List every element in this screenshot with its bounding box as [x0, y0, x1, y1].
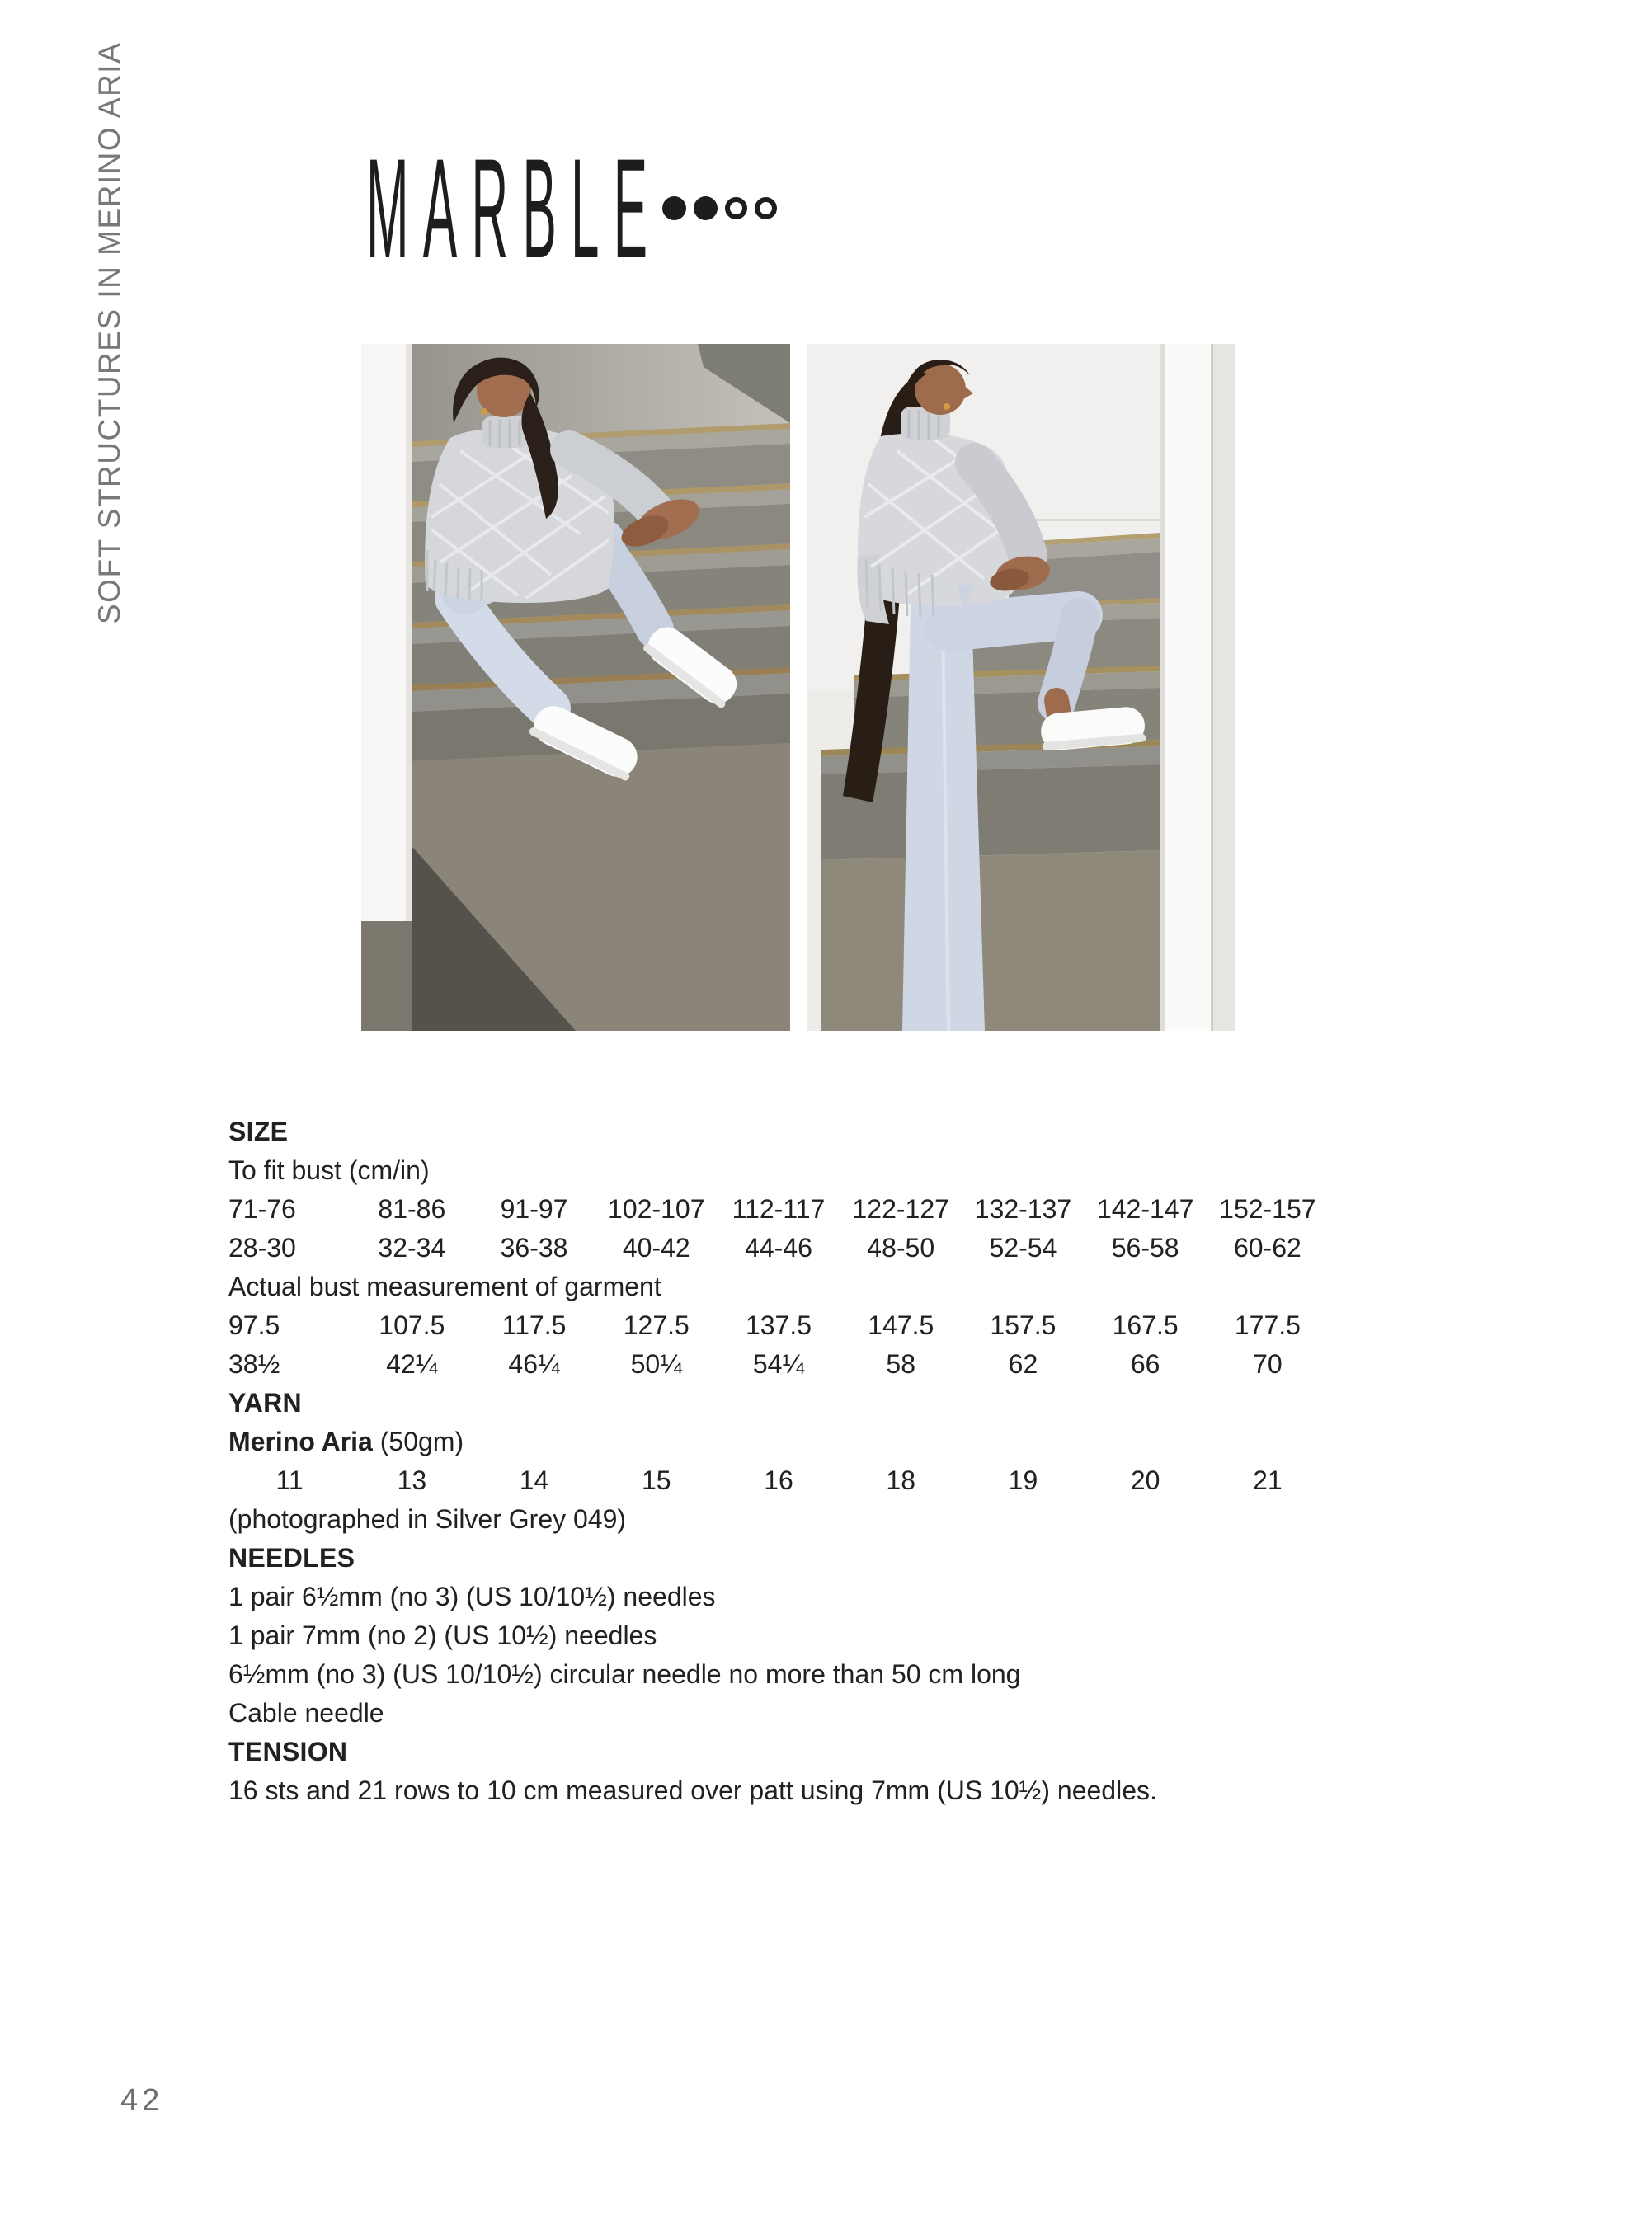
- size-value: 122-127: [852, 1194, 949, 1224]
- yarn-shade-note: (photographed in Silver Grey 049): [228, 1504, 627, 1534]
- size-value: 71-76: [228, 1194, 296, 1224]
- earring: [944, 403, 950, 410]
- wall-pillar: [1160, 344, 1235, 1031]
- size-value: 127.5: [623, 1310, 690, 1340]
- tension-text: 16 sts and 21 rows to 10 cm measured over patt using 7mm (US 10½) needles.: [228, 1776, 1157, 1805]
- yarn-name: Merino Aria: [228, 1427, 373, 1456]
- size-value: 60-62: [1233, 1233, 1301, 1263]
- size-value: 147.5: [868, 1310, 934, 1340]
- size-value: 56-58: [1111, 1233, 1179, 1263]
- yarn-put-up: (50gm): [372, 1427, 464, 1456]
- pattern-info: [228, 1112, 1329, 1810]
- size-value: 157.5: [990, 1310, 1057, 1340]
- size-row-fit-cm: [228, 1190, 1329, 1229]
- size-value: 46¼: [508, 1349, 560, 1379]
- size-value: 36-38: [500, 1233, 568, 1263]
- size-value: 97.5: [228, 1310, 280, 1340]
- size-value: 66: [1130, 1349, 1160, 1379]
- size-value: 38½: [228, 1349, 280, 1379]
- size-value: 44-46: [745, 1233, 812, 1263]
- difficulty-dot-filled-icon: [662, 196, 686, 220]
- white-wall: [361, 344, 412, 1031]
- size-value: 117.5: [501, 1310, 567, 1340]
- yarn-quantity: 15: [641, 1465, 671, 1495]
- yarn-quantity: 21: [1253, 1465, 1283, 1495]
- difficulty-dot-empty-icon: [725, 197, 747, 219]
- size-value: 107.5: [379, 1310, 445, 1340]
- needle-line: 1 pair 6½mm (no 3) (US 10/10½) needles: [228, 1582, 716, 1611]
- size-value: 152-157: [1219, 1194, 1316, 1224]
- size-value: 81-86: [378, 1194, 446, 1224]
- size-value: 28-30: [228, 1233, 296, 1263]
- size-value: 112-117: [732, 1194, 826, 1224]
- size-value: 52-54: [989, 1233, 1057, 1263]
- size-value: 167.5: [1112, 1310, 1179, 1340]
- yarn-heading: YARN: [228, 1388, 302, 1418]
- size-heading: SIZE: [228, 1117, 289, 1146]
- yarn-quantity-row: [228, 1461, 1329, 1500]
- size-value: 70: [1253, 1349, 1283, 1379]
- photo-right-illustration: [807, 344, 1235, 1031]
- size-value: 102-107: [608, 1194, 705, 1224]
- tension-heading: TENSION: [228, 1737, 348, 1766]
- size-row-actual-cm: [228, 1306, 1329, 1345]
- size-value: 42¼: [386, 1349, 438, 1379]
- size-row-fit-in: [228, 1229, 1329, 1268]
- photo-model-standing: [807, 344, 1235, 1031]
- needles-heading: NEEDLES: [228, 1543, 355, 1573]
- size-value: 142-147: [1096, 1194, 1194, 1224]
- size-value: 132-137: [974, 1194, 1072, 1224]
- difficulty-rating: [662, 196, 777, 220]
- earring: [481, 408, 487, 415]
- size-value: 48-50: [867, 1233, 935, 1263]
- size-value: 32-34: [378, 1233, 446, 1263]
- yarn-name-line: [228, 1423, 1329, 1461]
- size-value: 54¼: [752, 1349, 805, 1379]
- needle-line: 6½mm (no 3) (US 10/10½) circular needle no more than 50 cm long: [228, 1659, 1021, 1689]
- size-value: 40-42: [622, 1233, 690, 1263]
- needle-line: 1 pair 7mm (no 2) (US 10½) needles: [228, 1620, 657, 1650]
- fit-bust-label: To fit bust (cm/in): [228, 1155, 430, 1185]
- size-value: 137.5: [745, 1310, 812, 1340]
- photo-model-seated: [361, 344, 790, 1031]
- difficulty-dot-empty-icon: [755, 197, 777, 219]
- yarn-quantity: 19: [1008, 1465, 1038, 1495]
- yarn-quantity: 18: [886, 1465, 916, 1495]
- vertical-strapline: SOFT STRUCTURES IN MERINO ARIA: [92, 41, 126, 624]
- size-value: 62: [1008, 1349, 1038, 1379]
- yarn-quantity: 16: [764, 1465, 793, 1495]
- difficulty-dot-filled-icon: [694, 196, 718, 220]
- yarn-quantity: 11: [275, 1465, 304, 1495]
- size-value: 50¼: [630, 1349, 682, 1379]
- actual-bust-label: Actual bust measurement of garment: [228, 1272, 661, 1301]
- size-row-actual-in: [228, 1345, 1329, 1384]
- yarn-quantity: 20: [1130, 1465, 1160, 1495]
- size-value: 177.5: [1234, 1310, 1301, 1340]
- yarn-quantity: 13: [397, 1465, 427, 1495]
- page-title: MARBLE: [366, 129, 662, 288]
- page-number: 42: [120, 2083, 164, 2118]
- photo-left-illustration: [361, 344, 790, 1031]
- yarn-quantity: 14: [519, 1465, 549, 1495]
- size-value: 91-97: [500, 1194, 568, 1224]
- size-value: 58: [886, 1349, 916, 1379]
- needle-line: Cable needle: [228, 1698, 384, 1728]
